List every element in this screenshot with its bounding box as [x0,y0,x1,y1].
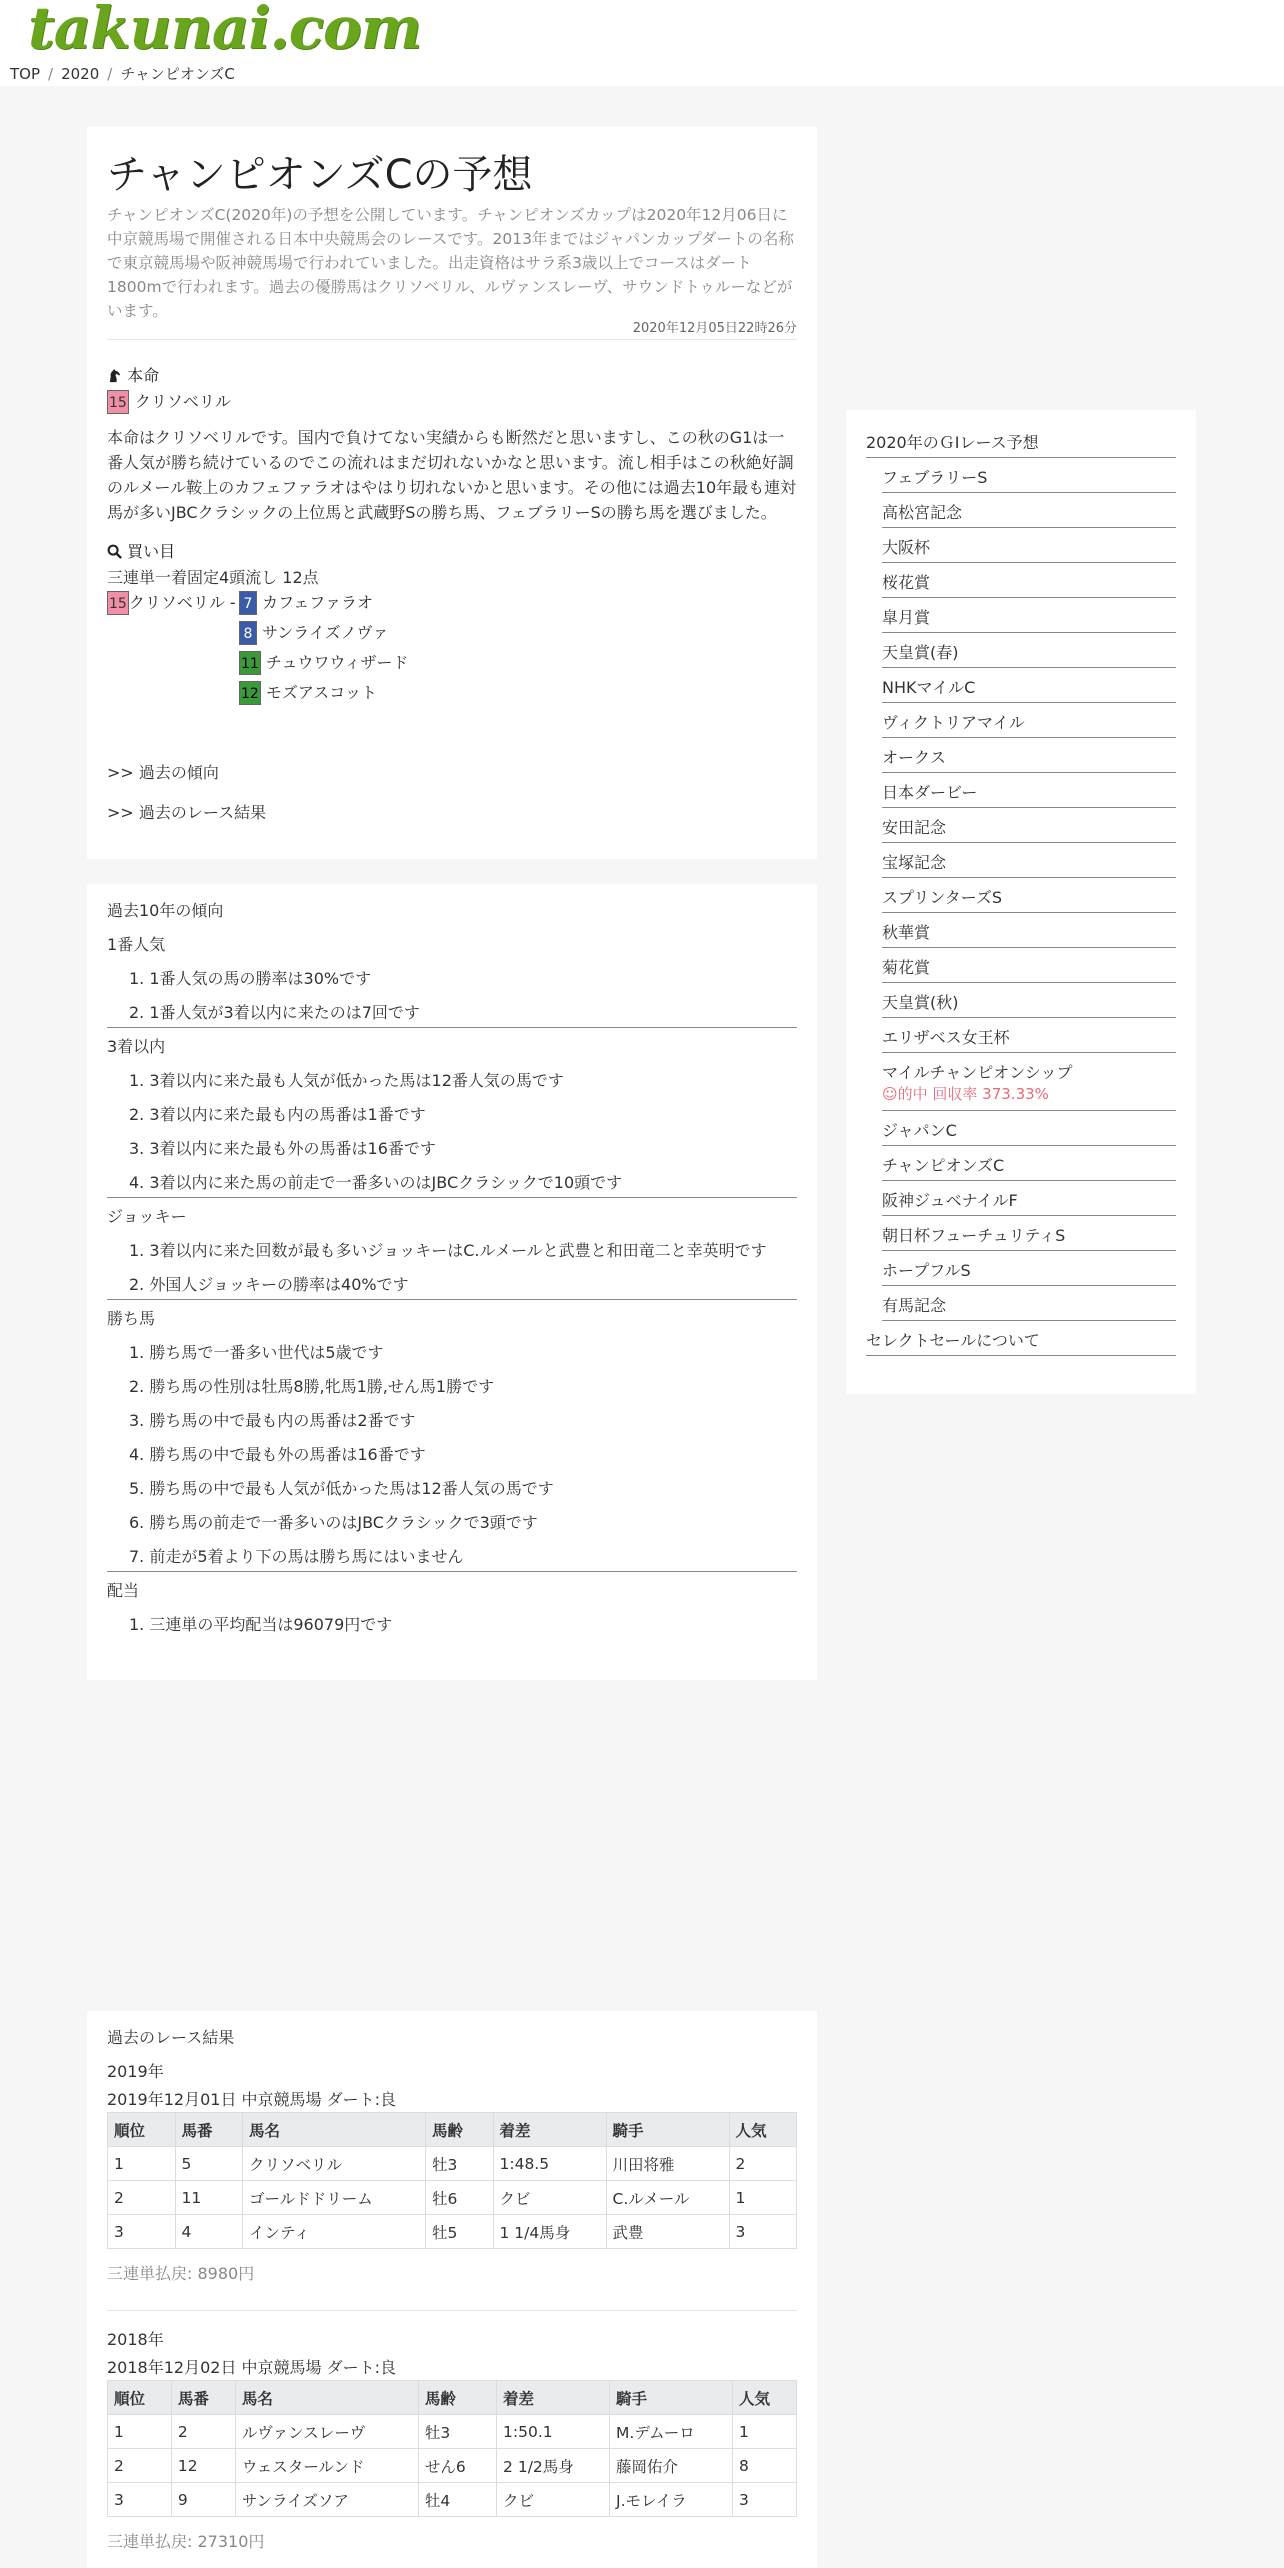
sidebar-race-label: 天皇賞(春) [882,643,959,662]
sidebar-divider [882,842,1176,843]
table-cell: 8 [733,2449,797,2483]
sidebar-divider [882,1285,1176,1286]
table-row [108,2181,797,2215]
trend-item-text: 勝ち馬の中で最も人気が低かった馬は12番人気の馬です [149,1479,554,1498]
partner-horse-name: チュウワウィザード [265,653,409,672]
result-year: 2018年 [107,2330,164,2349]
trend-item [129,1442,426,1465]
sidebar-race-link[interactable] [882,465,1176,488]
breadcrumb [0,62,1284,86]
sidebar-select-sale-link[interactable]: セレクトセールについて [866,1331,1040,1350]
sidebar-race-label: ジャパンC [882,1121,957,1140]
sidebar-race-label: 高松宮記念 [882,503,963,522]
sidebar-race-link[interactable] [882,570,1176,593]
table-cell: インティ [243,2215,426,2249]
table-cell: せん6 [418,2449,496,2483]
table-cell: クリソベリル [243,2147,426,2181]
sidebar-race-label: 日本ダービー [882,783,978,802]
breadcrumb-separator: / [107,65,113,83]
sidebar-race-link[interactable] [882,1060,1176,1104]
trend-item [129,1340,384,1363]
partner-number-badge: 8 [239,621,257,645]
sidebar-divider [882,562,1176,563]
col-header: 騎手 [606,2113,729,2147]
honmei-label: 本命 [127,366,160,385]
result-race-info: 2019年12月01日 中京競馬場 ダート:良 [107,2090,397,2109]
sidebar-divider [882,1110,1176,1111]
trend-item-index: 2. [129,1105,150,1124]
buy-type: 三連単一着固定4頭流し 12点 [107,568,319,587]
sidebar-divider [882,1250,1176,1251]
sidebar-divider [882,702,1176,703]
table-cell: 牡3 [426,2147,494,2181]
table-cell: 1 [729,2181,797,2215]
buy-partner [239,650,408,676]
table-row [108,2483,797,2517]
honmei-pick [107,389,231,414]
horse-icon [107,368,122,383]
sidebar-divider [882,492,1176,493]
sidebar-race-link[interactable] [882,920,1176,943]
table-cell: 2 [108,2449,172,2483]
table-row [108,2449,797,2483]
link-past-results[interactable]: >> 過去のレース結果 [107,803,267,822]
divider [107,2310,797,2311]
buy-heading [107,539,175,562]
sidebar-race-label: 天皇賞(秋) [882,993,959,1012]
sidebar-divider [882,982,1176,983]
table-cell: 3 [729,2215,797,2249]
trend-item-text: 3着以内に来た最も内の馬番は1番です [149,1105,426,1124]
sidebar-divider [882,527,1176,528]
trend-group-heading: 配当 [107,1581,140,1600]
sidebar-race-link[interactable] [882,1188,1176,1211]
sidebar-race-label: フェブラリーS [882,468,988,487]
sidebar-race-label: ホープフルS [882,1261,971,1280]
table-cell: ゴールドドリーム [243,2181,426,2215]
sidebar-race-link[interactable] [882,780,1176,803]
table-cell: 川田将雅 [606,2147,729,2181]
sidebar-divider [866,1355,1176,1356]
table-cell: 3 [108,2483,172,2517]
past-results-card [87,2011,817,2568]
trend-item-index: 6. [129,1513,150,1532]
trend-item-text: 三連単の平均配当は96079円です [149,1615,393,1634]
trend-item-index: 3. [129,1139,150,1158]
trend-item-text: 3着以内に来た最も外の馬番は16番です [149,1139,436,1158]
trend-item [129,1068,564,1091]
trend-item-text: 1番人気が3着以内に来たのは7回です [149,1003,420,1022]
sidebar-race-label: 秋華賞 [882,923,931,942]
partner-horse-name: サンライズノヴァ [262,623,389,642]
result-table [107,2112,797,2249]
table-cell: 1 [108,2147,176,2181]
col-header: 着差 [497,2381,610,2415]
sidebar-race-link[interactable] [882,535,1176,558]
table-cell: 12 [171,2449,235,2483]
trend-item-text: 外国人ジョッキーの勝率は40%です [149,1275,409,1294]
buy-axis [107,590,236,616]
trend-group-heading: 勝ち馬 [107,1309,156,1328]
link-past-trends[interactable]: >> 過去の傾向 [107,763,219,782]
trend-item [129,1000,420,1023]
sidebar-race-link[interactable] [882,815,1176,838]
sidebar-race-link[interactable] [882,850,1176,873]
trend-item-text: 勝ち馬の前走で一番多いのはJBCクラシックで3頭です [149,1513,538,1532]
trend-item-text: 3着以内に来た回数が最も多いジョッキーはC.ルメールと武豊と和田竜二と幸英明です [149,1241,767,1260]
col-header: 人気 [733,2381,797,2415]
trend-item-index: 1. [129,969,150,988]
group-divider [107,1027,797,1028]
sidebar-divider [882,737,1176,738]
sidebar-divider [882,772,1176,773]
results-title: 過去のレース結果 [107,2028,235,2047]
trend-item-index: 1. [129,1615,150,1634]
table-row [108,2147,797,2181]
trend-item-index: 2. [129,1275,150,1294]
trend-item-text: 前走が5着より下の馬は勝ち馬にはいません [149,1547,464,1566]
col-header: 馬齢 [418,2381,496,2415]
hit-result-badge: ☺的中 回収率 373.33% [882,1085,1049,1103]
trend-item-text: 勝ち馬で一番多い世代は5歳です [149,1343,384,1362]
sidebar-race-label: 菊花賞 [882,958,931,977]
sidebar-divider [882,1180,1176,1181]
result-year: 2019年 [107,2062,164,2081]
breadcrumb-year[interactable]: 2020 [61,65,100,83]
trend-item [129,1136,436,1159]
published-date: 2020年12月05日22時26分 [632,321,797,336]
table-cell: M.デムーロ [610,2415,733,2449]
trend-item-index: 4. [129,1445,150,1464]
trend-item-index: 1. [129,1071,150,1090]
trend-item [129,1510,538,1533]
col-header: 馬番 [171,2381,235,2415]
trend-item [129,1476,554,1499]
trend-group-heading: 3着以内 [107,1037,166,1056]
trend-item-text: 3着以内に来た馬の前走で一番多いのはJBCクラシックで10頭です [149,1173,623,1192]
col-header: 着差 [493,2113,606,2147]
sidebar-race-label: チャンピオンズC [882,1156,1005,1175]
honmei-horse-name: クリソベリル [134,392,231,411]
sidebar-divider [882,597,1176,598]
trends-card [87,884,817,1680]
sidebar-divider [882,1320,1176,1321]
table-cell: 3 [108,2215,176,2249]
sidebar-race-label: マイルチャンピオンシップ [882,1063,1073,1082]
axis-number-badge: 15 [107,591,129,615]
group-divider [107,1571,797,1572]
table-row [108,2215,797,2249]
sidebar-divider [882,877,1176,878]
trend-item-index: 7. [129,1547,150,1566]
trend-item [129,1238,767,1261]
table-cell: 2 [729,2147,797,2181]
table-row [108,2415,797,2449]
sidebar-divider [882,1017,1176,1018]
table-cell: 牡6 [426,2181,494,2215]
partner-horse-name: カフェファラオ [262,593,373,612]
trend-item [129,1272,409,1295]
table-cell: 藤岡佑介 [610,2449,733,2483]
sidebar-divider [882,667,1176,668]
partner-number-badge: 11 [239,651,261,675]
col-header: 馬齢 [426,2113,494,2147]
sidebar-divider [882,1145,1176,1146]
table-cell: 1 [733,2415,797,2449]
sidebar-race-link[interactable] [882,640,1176,663]
sidebar-race-link[interactable] [882,675,1176,698]
trend-item-text: 1番人気の馬の勝率は30%です [149,969,372,988]
sidebar-race-label: 阪神ジュベナイルF [882,1191,1018,1210]
sidebar-race-link[interactable] [882,500,1176,523]
payout-text: 三連単払戻: 27310円 [107,2532,265,2551]
sidebar-race-label: 皐月賞 [882,608,931,627]
partner-horse-name: モズアスコット [265,683,377,702]
buy-partner [239,590,373,616]
honmei-number-badge: 15 [107,390,129,414]
sidebar-race-label: ヴィクトリアマイル [882,713,1025,732]
trend-item-index: 2. [129,1377,150,1396]
table-cell: クビ [497,2483,610,2517]
table-cell: 4 [175,2215,243,2249]
site-logo[interactable]: takunai.com [28,0,422,62]
prediction-comment: 本命はクリソベリルです。国内で負けてない実績からも断然だと思いますし、この秋のG1は一番人気が勝ち続けているのでこの流れはまだ切れないかなと思います。流し相手はこの秋絶好調のルメール鞍上のカフェファラオはやはり切れないかと思います。その他には過去10年最も連対馬が多いJBCクラシックの上位馬と武蔵野Sの勝ち馬、フェブラリーSの勝ち馬を選びました。 [107,428,797,522]
sidebar-race-link[interactable] [882,605,1176,628]
col-header: 馬名 [243,2113,426,2147]
trend-item [129,1374,494,1397]
trend-item-index: 1. [129,1241,150,1260]
table-cell: ルヴァンスレーヴ [235,2415,418,2449]
sidebar-divider [882,912,1176,913]
partner-number-badge: 7 [239,591,257,615]
sidebar-race-link[interactable] [882,1153,1176,1176]
trend-item-text: 勝ち馬の中で最も内の馬番は2番です [149,1411,416,1430]
table-cell: 11 [175,2181,243,2215]
trend-item-text: 3着以内に来た最も人気が低かった馬は12番人気の馬です [149,1071,564,1090]
sidebar-race-link[interactable] [882,1223,1176,1246]
group-divider [107,1197,797,1198]
sidebar-divider [882,947,1176,948]
table-cell: クビ [493,2181,606,2215]
table-cell: 1:50.1 [497,2415,610,2449]
sidebar-race-link[interactable] [882,745,1176,768]
trend-item [129,1544,464,1567]
trend-item [129,1102,426,1125]
sidebar-race-link[interactable] [882,990,1176,1013]
search-icon [107,544,122,559]
honmei-heading [107,363,159,386]
sidebar-race-link[interactable] [882,1118,1176,1141]
site-header [0,0,1284,63]
trend-item-index: 2. [129,1003,150,1022]
page-title: チャンピオンズCの予想 [107,152,533,198]
sidebar-race-label: 宝塚記念 [882,853,947,872]
col-header: 騎手 [610,2381,733,2415]
col-header: 順位 [108,2113,176,2147]
trend-item-text: 勝ち馬の中で最も外の馬番は16番です [149,1445,426,1464]
race-description: チャンピオンズC(2020年)の予想を公開しています。チャンピオンズカップは2020年12月06日に中京競馬場で開催される日本中央競馬会のレースです。2013年まではジャパンカップダートの名称で東京競馬場や阪神競馬場で行われていました。出走資格はサラ系3歳以上でコースはダート1800mで行われます。過去の優勝馬はクリソベリル、ルヴァンスレーヴ、サウンドトゥルーなどがいます。 [107,206,794,320]
sidebar-race-link[interactable] [882,1025,1176,1048]
sidebar-divider [882,807,1176,808]
sidebar-race-label: スプリンターズS [882,888,1003,907]
sidebar-title: 2020年のＧⅠレース予想 [866,433,1039,452]
trends-title: 過去10年の傾向 [107,901,224,920]
trend-item [129,1612,392,1635]
table-cell: 2 1/2馬身 [497,2449,610,2483]
sidebar-race-link[interactable] [882,1293,1176,1316]
table-cell: 9 [171,2483,235,2517]
sidebar-divider [882,1052,1176,1053]
col-header: 馬番 [175,2113,243,2147]
axis-horse-name: クリソベリル - [128,593,236,612]
result-race-info: 2018年12月02日 中京競馬場 ダート:良 [107,2358,397,2377]
table-cell: 1 [108,2415,172,2449]
trend-item [129,1408,416,1431]
sidebar-race-label: 大阪杯 [882,538,931,557]
table-cell: J.モレイラ [610,2483,733,2517]
trend-item [129,966,371,989]
trend-item-index: 1. [129,1343,150,1362]
table-cell: 2 [108,2181,176,2215]
table-cell: 5 [175,2147,243,2181]
sidebar-divider [882,1215,1176,1216]
sidebar-race-link[interactable] [882,955,1176,978]
trend-item [129,1170,622,1193]
trend-item-index: 3. [129,1411,150,1430]
buy-partner [239,620,389,646]
partner-number-badge: 12 [239,681,261,705]
table-cell: C.ルメール [606,2181,729,2215]
sidebar-race-label: 有馬記念 [882,1296,947,1315]
table-cell: 牡5 [426,2215,494,2249]
group-divider [107,1299,797,1300]
col-header: 人気 [729,2113,797,2147]
table-cell: サンライズソア [235,2483,418,2517]
table-cell: 牡4 [418,2483,496,2517]
trend-group-heading: ジョッキー [107,1207,187,1226]
prediction-card [87,127,817,859]
sidebar-race-link[interactable] [882,710,1176,733]
sidebar-race-label: 安田記念 [882,818,947,837]
table-cell: 2 [171,2415,235,2449]
divider [107,339,797,340]
sidebar-race-label: 桜花賞 [882,573,931,592]
trend-item-text: 勝ち馬の性別は牡馬8勝,牝馬1勝,せん馬1勝です [149,1377,495,1396]
sidebar-divider [866,457,1176,458]
sidebar-race-link[interactable] [882,1258,1176,1281]
table-cell: 1:48.5 [493,2147,606,2181]
table-cell: 1 1/4馬身 [493,2215,606,2249]
payout-text: 三連単払戻: 8980円 [107,2264,255,2283]
trend-item-index: 4. [129,1173,150,1192]
trend-group-heading: 1番人気 [107,935,166,954]
breadcrumb-top[interactable]: TOP [10,65,41,83]
buy-label: 買い目 [127,542,176,561]
table-cell: 武豊 [606,2215,729,2249]
sidebar-race-label: 朝日杯フューチュリティS [882,1226,1066,1245]
table-cell: ウェスタールンド [235,2449,418,2483]
buy-partner [239,680,377,706]
sidebar-race-list [846,410,1196,1394]
sidebar-divider [882,632,1176,633]
col-header: 順位 [108,2381,172,2415]
sidebar-race-label: NHKマイルC [882,678,976,697]
table-cell: 牡3 [418,2415,496,2449]
sidebar-race-label: エリザベス女王杯 [882,1028,1010,1047]
col-header: 馬名 [235,2381,418,2415]
breadcrumb-current: チャンピオンズC [120,65,235,83]
sidebar-race-label: オークス [882,748,946,767]
table-cell: 3 [733,2483,797,2517]
result-table [107,2380,797,2517]
sidebar-race-link[interactable] [882,885,1176,908]
breadcrumb-separator: / [48,65,54,83]
trend-item-index: 5. [129,1479,150,1498]
